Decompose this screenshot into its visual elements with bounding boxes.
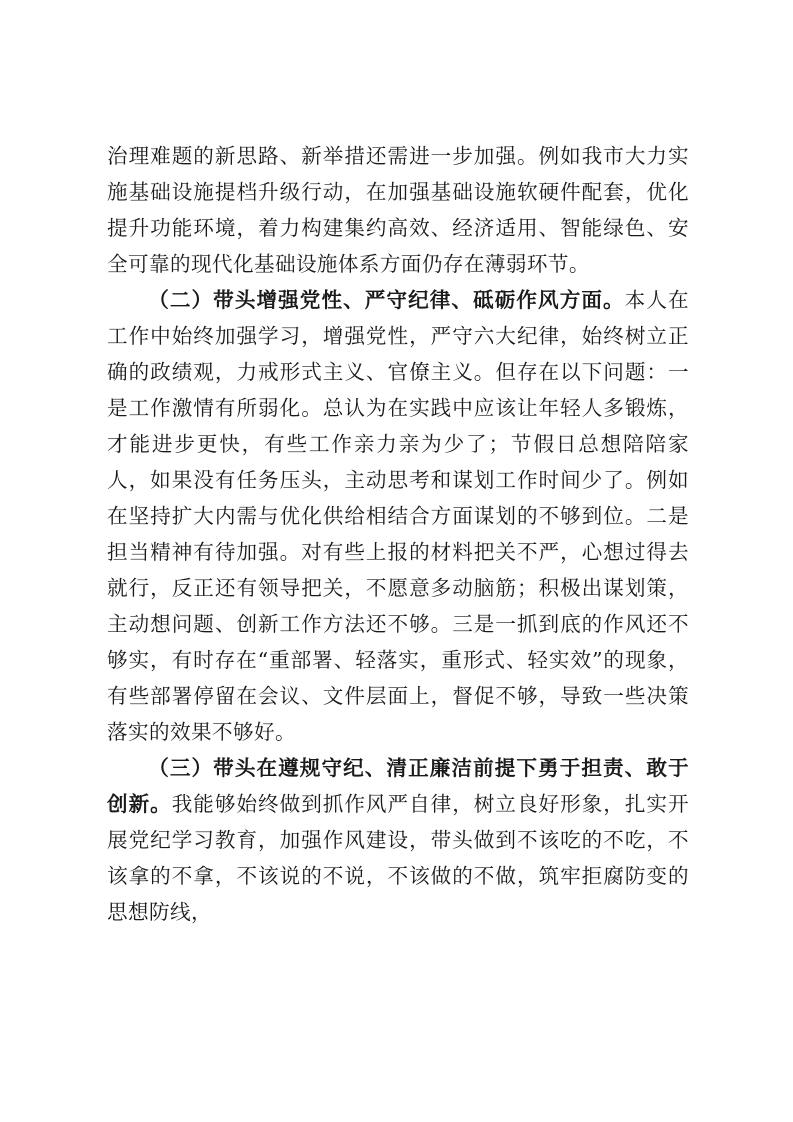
section-heading: （三）带头在遵规守纪、清正廉洁前提下勇于担责、敢于创新。 — [107, 756, 689, 816]
paragraph-text: 我能够始终做到抓作风严自律，树立良好形象，扎实开展党纪学习教育，加强作风建设，带头做到不该吃的不吃，不该拿的不拿，不该说的不说，不该做的不做，筑牢拒腐防变的思想防线， — [107, 792, 689, 924]
paragraph-section-3 — [107, 750, 689, 930]
paragraph-text: 治理难题的新思路、新举措还需进一步加强。例如我市大力实施基础设施提档升级行动，在加强基础设施软硬件配套，优化提升功能环境，着力构建集约高效、经济适用、智能绿色、安全可靠的现代化基础设施体系方面仍存在薄弱环节。 — [107, 144, 689, 276]
section-heading: （二）带头增强党性、严守纪律、砥砺作风方面。 — [148, 288, 625, 312]
paragraph-continuation — [107, 138, 689, 282]
paragraph-section-2 — [107, 282, 689, 750]
paragraph-text: 本人在工作中始终加强学习，增强党性，严守六大纪律，始终树立正确的政绩观，力戒形式主义、官僚主义。但存在以下问题：一是工作激情有所弱化。总认为在实践中应该让年轻人多锻炼，才能进步更快，有些工作亲力亲为少了；节假日总想陪陪家人，如果没有任务压头，主动思考和谋划工作时间少了。例如在坚持扩大内需与优化供给相结合方面谋划的不够到位。二是担当精神有待加强。对有些上报的材料把关不严，心想过得去就行，反正还有领导把关，不愿意多动脑筋；积极出谋划策，主动想问题、创新工作方法还不够。三是一抓到底的作风还不够实，有时存在“重部署、轻落实，重形式、轻实效”的现象，有些部署停留在会议、文件层面上，督促不够，导致一些决策落实的效果不够好。 — [107, 288, 689, 744]
document-body — [107, 138, 689, 930]
